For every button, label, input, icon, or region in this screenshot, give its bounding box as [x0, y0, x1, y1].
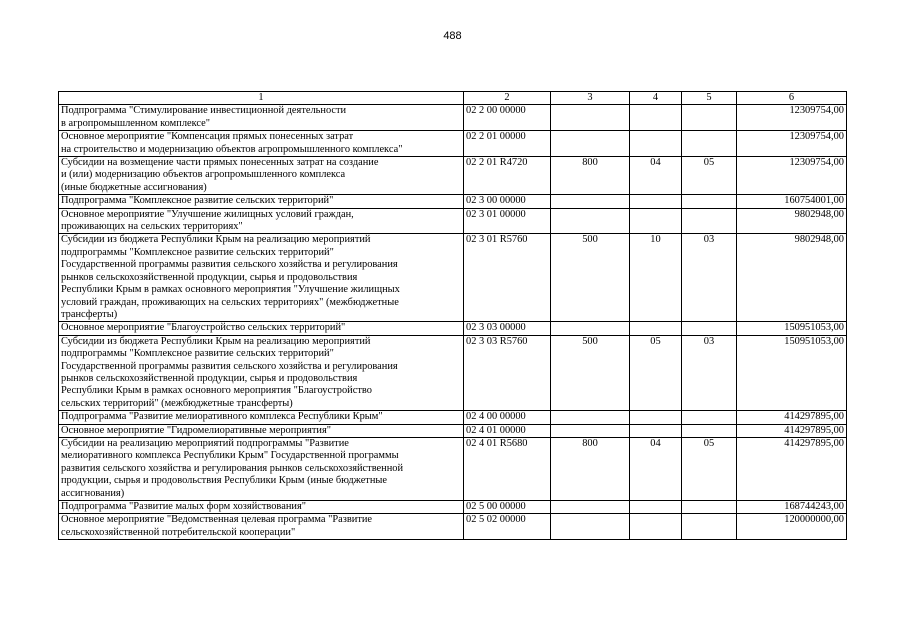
row-rz-cell: [630, 131, 682, 157]
row-code-cell: 02 3 03 00000: [464, 322, 551, 335]
table-row: [59, 195, 847, 208]
budget-table: [58, 91, 847, 540]
row-code-cell: 02 3 03 R5760: [464, 335, 551, 410]
column-header: 6: [737, 92, 847, 105]
table-row: [59, 437, 847, 500]
row-sum-cell: 150951053,00: [737, 322, 847, 335]
row-code-cell: 02 4 00 00000: [464, 411, 551, 424]
page-number: 488: [443, 30, 462, 42]
row-code-cell: 02 3 01 R5760: [464, 234, 551, 322]
row-name-cell: Субсидии из бюджета Республики Крым на реализацию мероприятий подпрограммы "Комплексное развитие сельских территорий" Государственной программы развития сельского хозяйства и регулирования рынков сельскохозяйственной продукции, сырья и продовольствия Республики Крым в рамках основного мероприятия "Благоустройство сельских территорий" (межбюджетные трансферты): [59, 335, 464, 410]
column-header: 4: [630, 92, 682, 105]
row-vr-cell: [551, 424, 630, 437]
row-name-cell: Субсидии из бюджета Республики Крым на реализацию мероприятий подпрограммы "Комплексное развитие сельских территорий" Государственной программы развития сельского хозяйства и регулирования рынков сельскохозяйственной продукции, сырья и продовольствия Республики Крым в рамках основного мероприятия "Улучшение жилищных условий граждан, проживающих на сельских территориях" (межбюджетные трансферты): [59, 234, 464, 322]
row-pr-cell: [682, 105, 737, 131]
row-sum-cell: 12309754,00: [737, 157, 847, 195]
row-vr-cell: [551, 195, 630, 208]
row-name-cell: Подпрограмма "Комплексное развитие сельских территорий": [59, 195, 464, 208]
row-code-cell: 02 2 01 00000: [464, 131, 551, 157]
row-sum-cell: 160754001,00: [737, 195, 847, 208]
row-vr-cell: [551, 411, 630, 424]
row-vr-cell: [551, 105, 630, 131]
row-rz-cell: [630, 322, 682, 335]
row-sum-cell: 414297895,00: [737, 437, 847, 500]
row-pr-cell: [682, 501, 737, 514]
row-name-cell: Подпрограмма "Стимулирование инвестиционной деятельности в агропромышленном комплексе": [59, 105, 464, 131]
row-pr-cell: 03: [682, 234, 737, 322]
row-pr-cell: [682, 195, 737, 208]
row-name-cell: Основное мероприятие "Компенсация прямых понесенных затрат на строительство и модернизацию объектов агропромышленного комплекса": [59, 131, 464, 157]
row-code-cell: 02 4 01 00000: [464, 424, 551, 437]
row-name-cell: Основное мероприятие "Гидромелиоративные мероприятия": [59, 424, 464, 437]
row-rz-cell: 10: [630, 234, 682, 322]
row-rz-cell: 05: [630, 335, 682, 410]
row-rz-cell: [630, 105, 682, 131]
row-rz-cell: 04: [630, 437, 682, 500]
row-rz-cell: 04: [630, 157, 682, 195]
row-sum-cell: 12309754,00: [737, 131, 847, 157]
row-name-cell: Основное мероприятие "Ведомственная целевая программа "Развитие сельскохозяйственной потребительской кооперации": [59, 514, 464, 540]
row-sum-cell: 12309754,00: [737, 105, 847, 131]
row-code-cell: 02 4 01 R5680: [464, 437, 551, 500]
table-row: [59, 157, 847, 195]
row-vr-cell: [551, 514, 630, 540]
row-rz-cell: [630, 195, 682, 208]
table-row: [59, 322, 847, 335]
row-pr-cell: [682, 208, 737, 234]
table-row: [59, 424, 847, 437]
row-pr-cell: [682, 514, 737, 540]
row-code-cell: 02 3 00 00000: [464, 195, 551, 208]
table-row: [59, 411, 847, 424]
table-row: [59, 208, 847, 234]
row-sum-cell: 150951053,00: [737, 335, 847, 410]
row-code-cell: 02 2 01 R4720: [464, 157, 551, 195]
row-vr-cell: [551, 322, 630, 335]
row-name-cell: Субсидии на возмещение части прямых понесенных затрат на создание и (или) модернизацию объектов агропромышленного комплекса (иные бюджетные ассигнования): [59, 157, 464, 195]
row-name-cell: Субсидии на реализацию мероприятий подпрограммы "Развитие мелиоративного комплекса Республики Крым" Государственной программы развития сельского хозяйства и регулирования рынков сельскохозяйственной продукции, сырья и продовольствия Республики Крым (иные бюджетные ассигнования): [59, 437, 464, 500]
row-pr-cell: [682, 411, 737, 424]
row-sum-cell: 414297895,00: [737, 424, 847, 437]
row-pr-cell: 05: [682, 157, 737, 195]
row-pr-cell: [682, 424, 737, 437]
row-name-cell: Подпрограмма "Развитие мелиоративного комплекса Республики Крым": [59, 411, 464, 424]
table-row: [59, 501, 847, 514]
table-body: [59, 105, 847, 540]
column-header: 3: [551, 92, 630, 105]
column-header: 5: [682, 92, 737, 105]
row-vr-cell: [551, 131, 630, 157]
table-row: [59, 131, 847, 157]
row-rz-cell: [630, 424, 682, 437]
row-vr-cell: 500: [551, 234, 630, 322]
row-vr-cell: [551, 208, 630, 234]
table-row: [59, 234, 847, 322]
row-rz-cell: [630, 501, 682, 514]
column-header: 1: [59, 92, 464, 105]
row-vr-cell: 800: [551, 437, 630, 500]
row-code-cell: 02 3 01 00000: [464, 208, 551, 234]
row-name-cell: Подпрограмма "Развитие малых форм хозяйствования": [59, 501, 464, 514]
row-sum-cell: 9802948,00: [737, 234, 847, 322]
table-row: [59, 335, 847, 410]
table-row: [59, 105, 847, 131]
row-vr-cell: 800: [551, 157, 630, 195]
column-header: 2: [464, 92, 551, 105]
row-code-cell: 02 5 00 00000: [464, 501, 551, 514]
row-pr-cell: 05: [682, 437, 737, 500]
row-pr-cell: 03: [682, 335, 737, 410]
row-rz-cell: [630, 208, 682, 234]
row-name-cell: Основное мероприятие "Благоустройство сельских территорий": [59, 322, 464, 335]
row-sum-cell: 120000000,00: [737, 514, 847, 540]
row-sum-cell: 414297895,00: [737, 411, 847, 424]
row-rz-cell: [630, 411, 682, 424]
row-rz-cell: [630, 514, 682, 540]
table-row: [59, 514, 847, 540]
table-header-row: [59, 92, 847, 105]
row-sum-cell: 168744243,00: [737, 501, 847, 514]
row-pr-cell: [682, 131, 737, 157]
row-vr-cell: [551, 501, 630, 514]
row-code-cell: 02 5 02 00000: [464, 514, 551, 540]
row-sum-cell: 9802948,00: [737, 208, 847, 234]
row-pr-cell: [682, 322, 737, 335]
row-code-cell: 02 2 00 00000: [464, 105, 551, 131]
row-name-cell: Основное мероприятие "Улучшение жилищных условий граждан, проживающих на сельских территориях": [59, 208, 464, 234]
row-vr-cell: 500: [551, 335, 630, 410]
